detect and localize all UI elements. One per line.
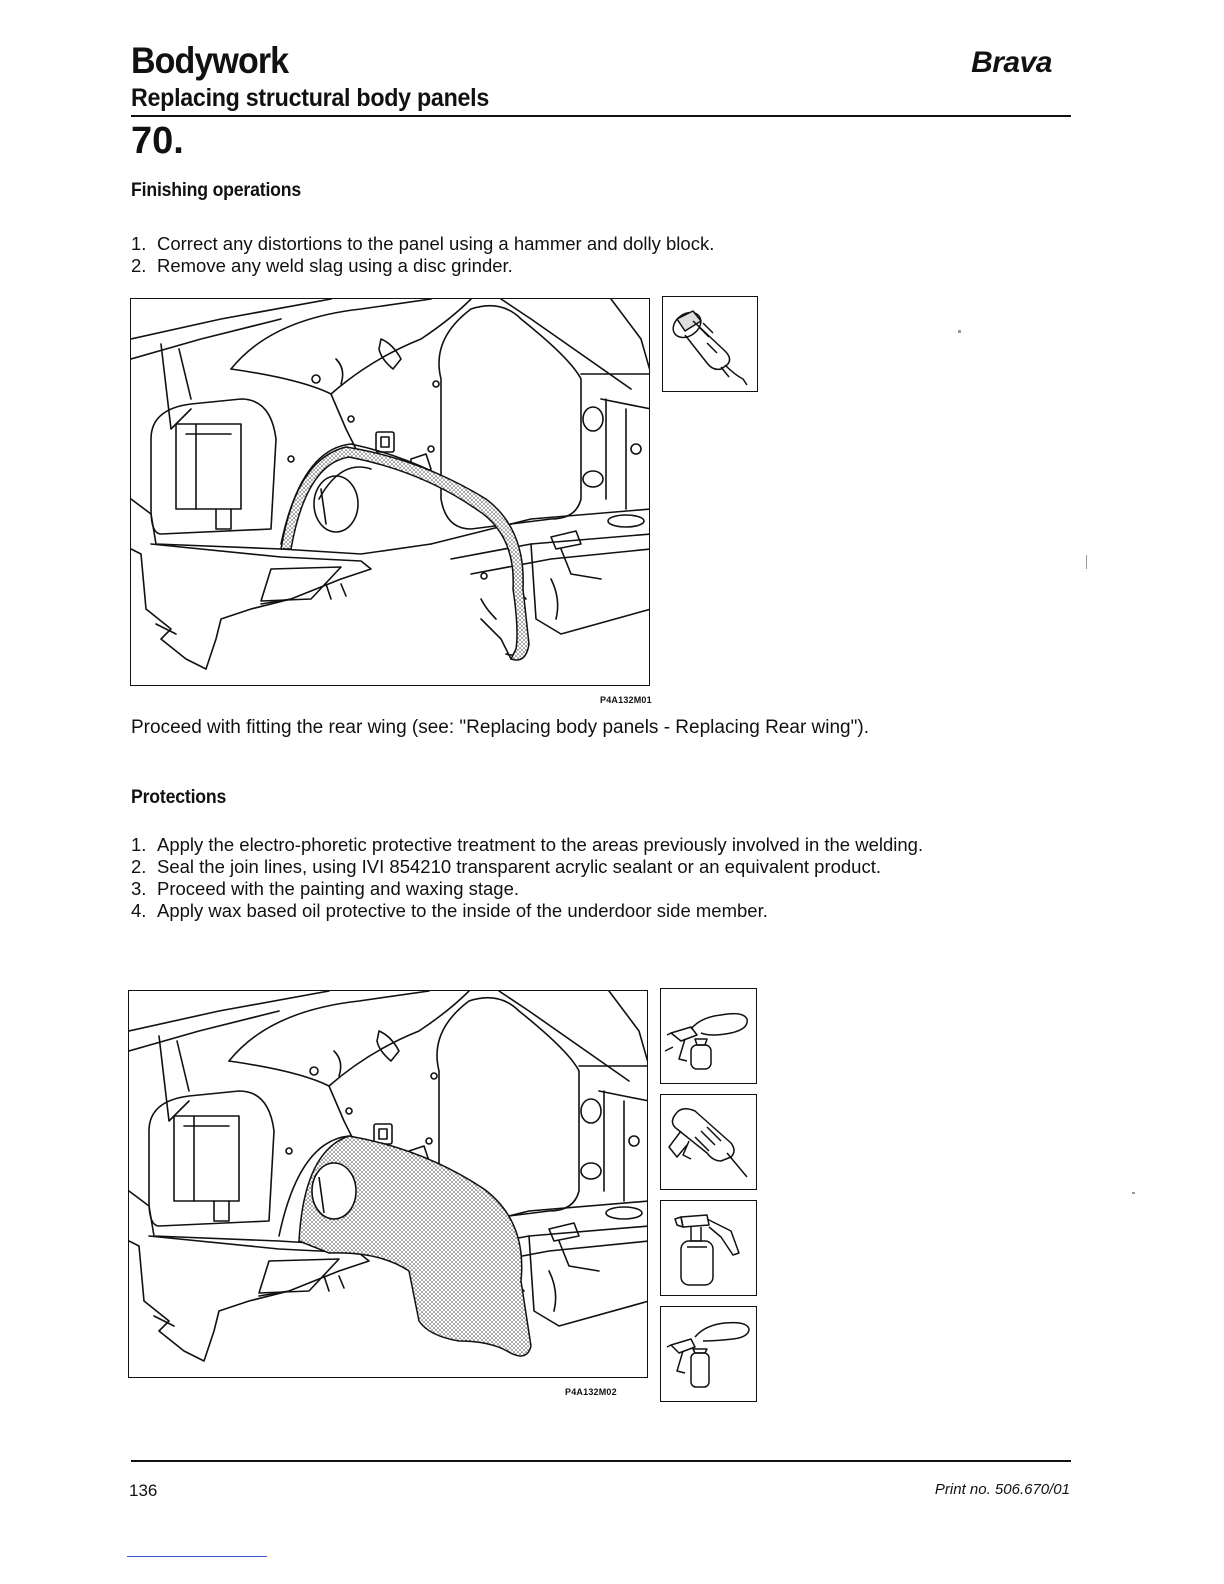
footer-rule <box>131 1460 1071 1462</box>
finishing-steps <box>131 233 1031 277</box>
list-item: 1. Correct any distortions to the panel using a hammer and dolly block. <box>131 233 715 254</box>
paint-spray-gun-icon <box>660 1200 757 1296</box>
list-item: 3. Proceed with the painting and waxing stage. <box>131 878 520 899</box>
header-rule <box>131 115 1071 117</box>
disc-grinder-icon <box>662 296 758 392</box>
section-title: Bodywork <box>131 40 289 81</box>
fitting-note: Proceed with fitting the rear wing (see: "Replacing body panels - Replacing Rear wing"). <box>131 717 869 738</box>
protections-heading: Protections <box>131 787 227 808</box>
figure-caption: P4A132M01 <box>600 695 652 705</box>
spray-gun-hose-icon <box>660 988 757 1084</box>
scan-speck <box>958 330 961 333</box>
list-item: 2. Remove any weld slag using a disc grinder. <box>131 255 513 276</box>
protections-steps <box>131 834 1071 922</box>
wax-spray-gun-icon <box>660 1306 757 1402</box>
list-item: 4. Apply wax based oil protective to the inside of the underdoor side member. <box>131 900 768 921</box>
page-number: 136 <box>129 1481 158 1500</box>
figure-protective-treatment <box>128 990 648 1378</box>
figure-caption: P4A132M02 <box>565 1387 617 1397</box>
subsection-title: Replacing structural body panels <box>131 84 489 112</box>
page-edge-line <box>127 1556 267 1557</box>
scan-speck <box>1132 1192 1135 1194</box>
sealant-gun-icon <box>660 1094 757 1190</box>
print-number: Print no. 506.670/01 <box>934 1481 1070 1498</box>
list-item: 2. Seal the join lines, using IVI 854210 transparent acrylic sealant or an equivalent product. <box>131 856 882 877</box>
finishing-heading: Finishing operations <box>131 180 302 201</box>
figure-weld-slag-removal <box>130 298 650 686</box>
scan-speck <box>1086 555 1087 569</box>
chapter-number: 70. <box>131 120 184 162</box>
list-item: 1. Apply the electro-phoretic protective treatment to the areas previously involved in the welding. <box>131 834 924 855</box>
model-name: Brava <box>971 46 1052 79</box>
weld-seam-highlight <box>281 447 529 660</box>
body-shell-drawing <box>131 299 650 669</box>
